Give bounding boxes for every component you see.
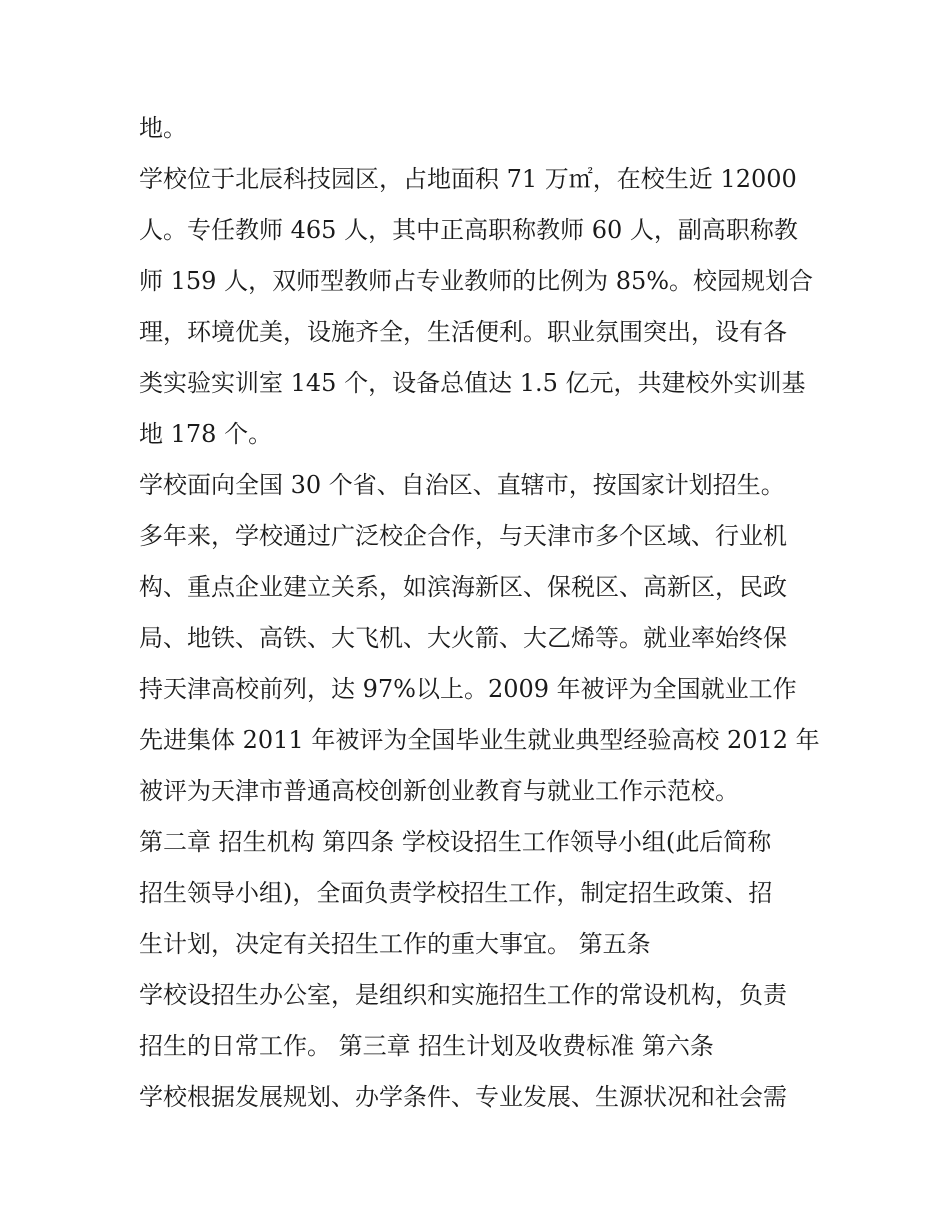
text-line: 招生的日常工作。 第三章 招生计划及收费标准 第六条 [139, 1032, 714, 1060]
text-line: 人。专任教师 465 人，其中正高职称教师 60 人，副高职称教 [139, 216, 798, 244]
text-line: 师 159 人，双师型教师占专业教师的比例为 85%。校园规划合 [139, 267, 814, 295]
text-line: 持天津高校前列，达 97%以上。2009 年被评为全国就业工作 [139, 675, 797, 703]
text-line: 学校位于北辰科技园区，占地面积 71 万㎡，在校生近 12000 [139, 165, 797, 193]
text-line: 先进集体 2011 年被评为全国毕业生就业典型经验高校 2012 年 [139, 726, 820, 754]
text-line: 被评为天津市普通高校创新创业教育与就业工作示范校。 [139, 777, 739, 805]
text-line: 地 178 个。 [139, 420, 273, 448]
text-line: 招生领导小组)，全面负责学校招生工作，制定招生政策、招 [139, 879, 773, 907]
document-body [139, 108, 819, 1128]
text-line: 生计划，决定有关招生工作的重大事宜。 第五条 [139, 930, 651, 958]
text-line: 学校面向全国 30 个省、自治区、直辖市，按国家计划招生。 [139, 471, 785, 499]
text-line: 理，环境优美，设施齐全，生活便利。职业氛围突出，设有各 [139, 318, 787, 346]
text-line: 局、地铁、高铁、大飞机、大火箭、大乙烯等。就业率始终保 [139, 624, 787, 652]
text-line: 构、重点企业建立关系，如滨海新区、保税区、高新区，民政 [139, 573, 787, 601]
text-line: 学校根据发展规划、办学条件、专业发展、生源状况和社会需 [139, 1083, 787, 1111]
text-line: 第二章 招生机构 第四条 学校设招生工作领导小组(此后简称 [139, 828, 772, 856]
text-line: 学校设招生办公室，是组织和实施招生工作的常设机构，负责 [139, 981, 787, 1009]
text-line: 多年来，学校通过广泛校企合作，与天津市多个区域、行业机 [139, 522, 787, 550]
text-line: 地。 [139, 114, 187, 142]
text-line: 类实验实训室 145 个，设备总值达 1.5 亿元，共建校外实训基 [139, 369, 806, 397]
